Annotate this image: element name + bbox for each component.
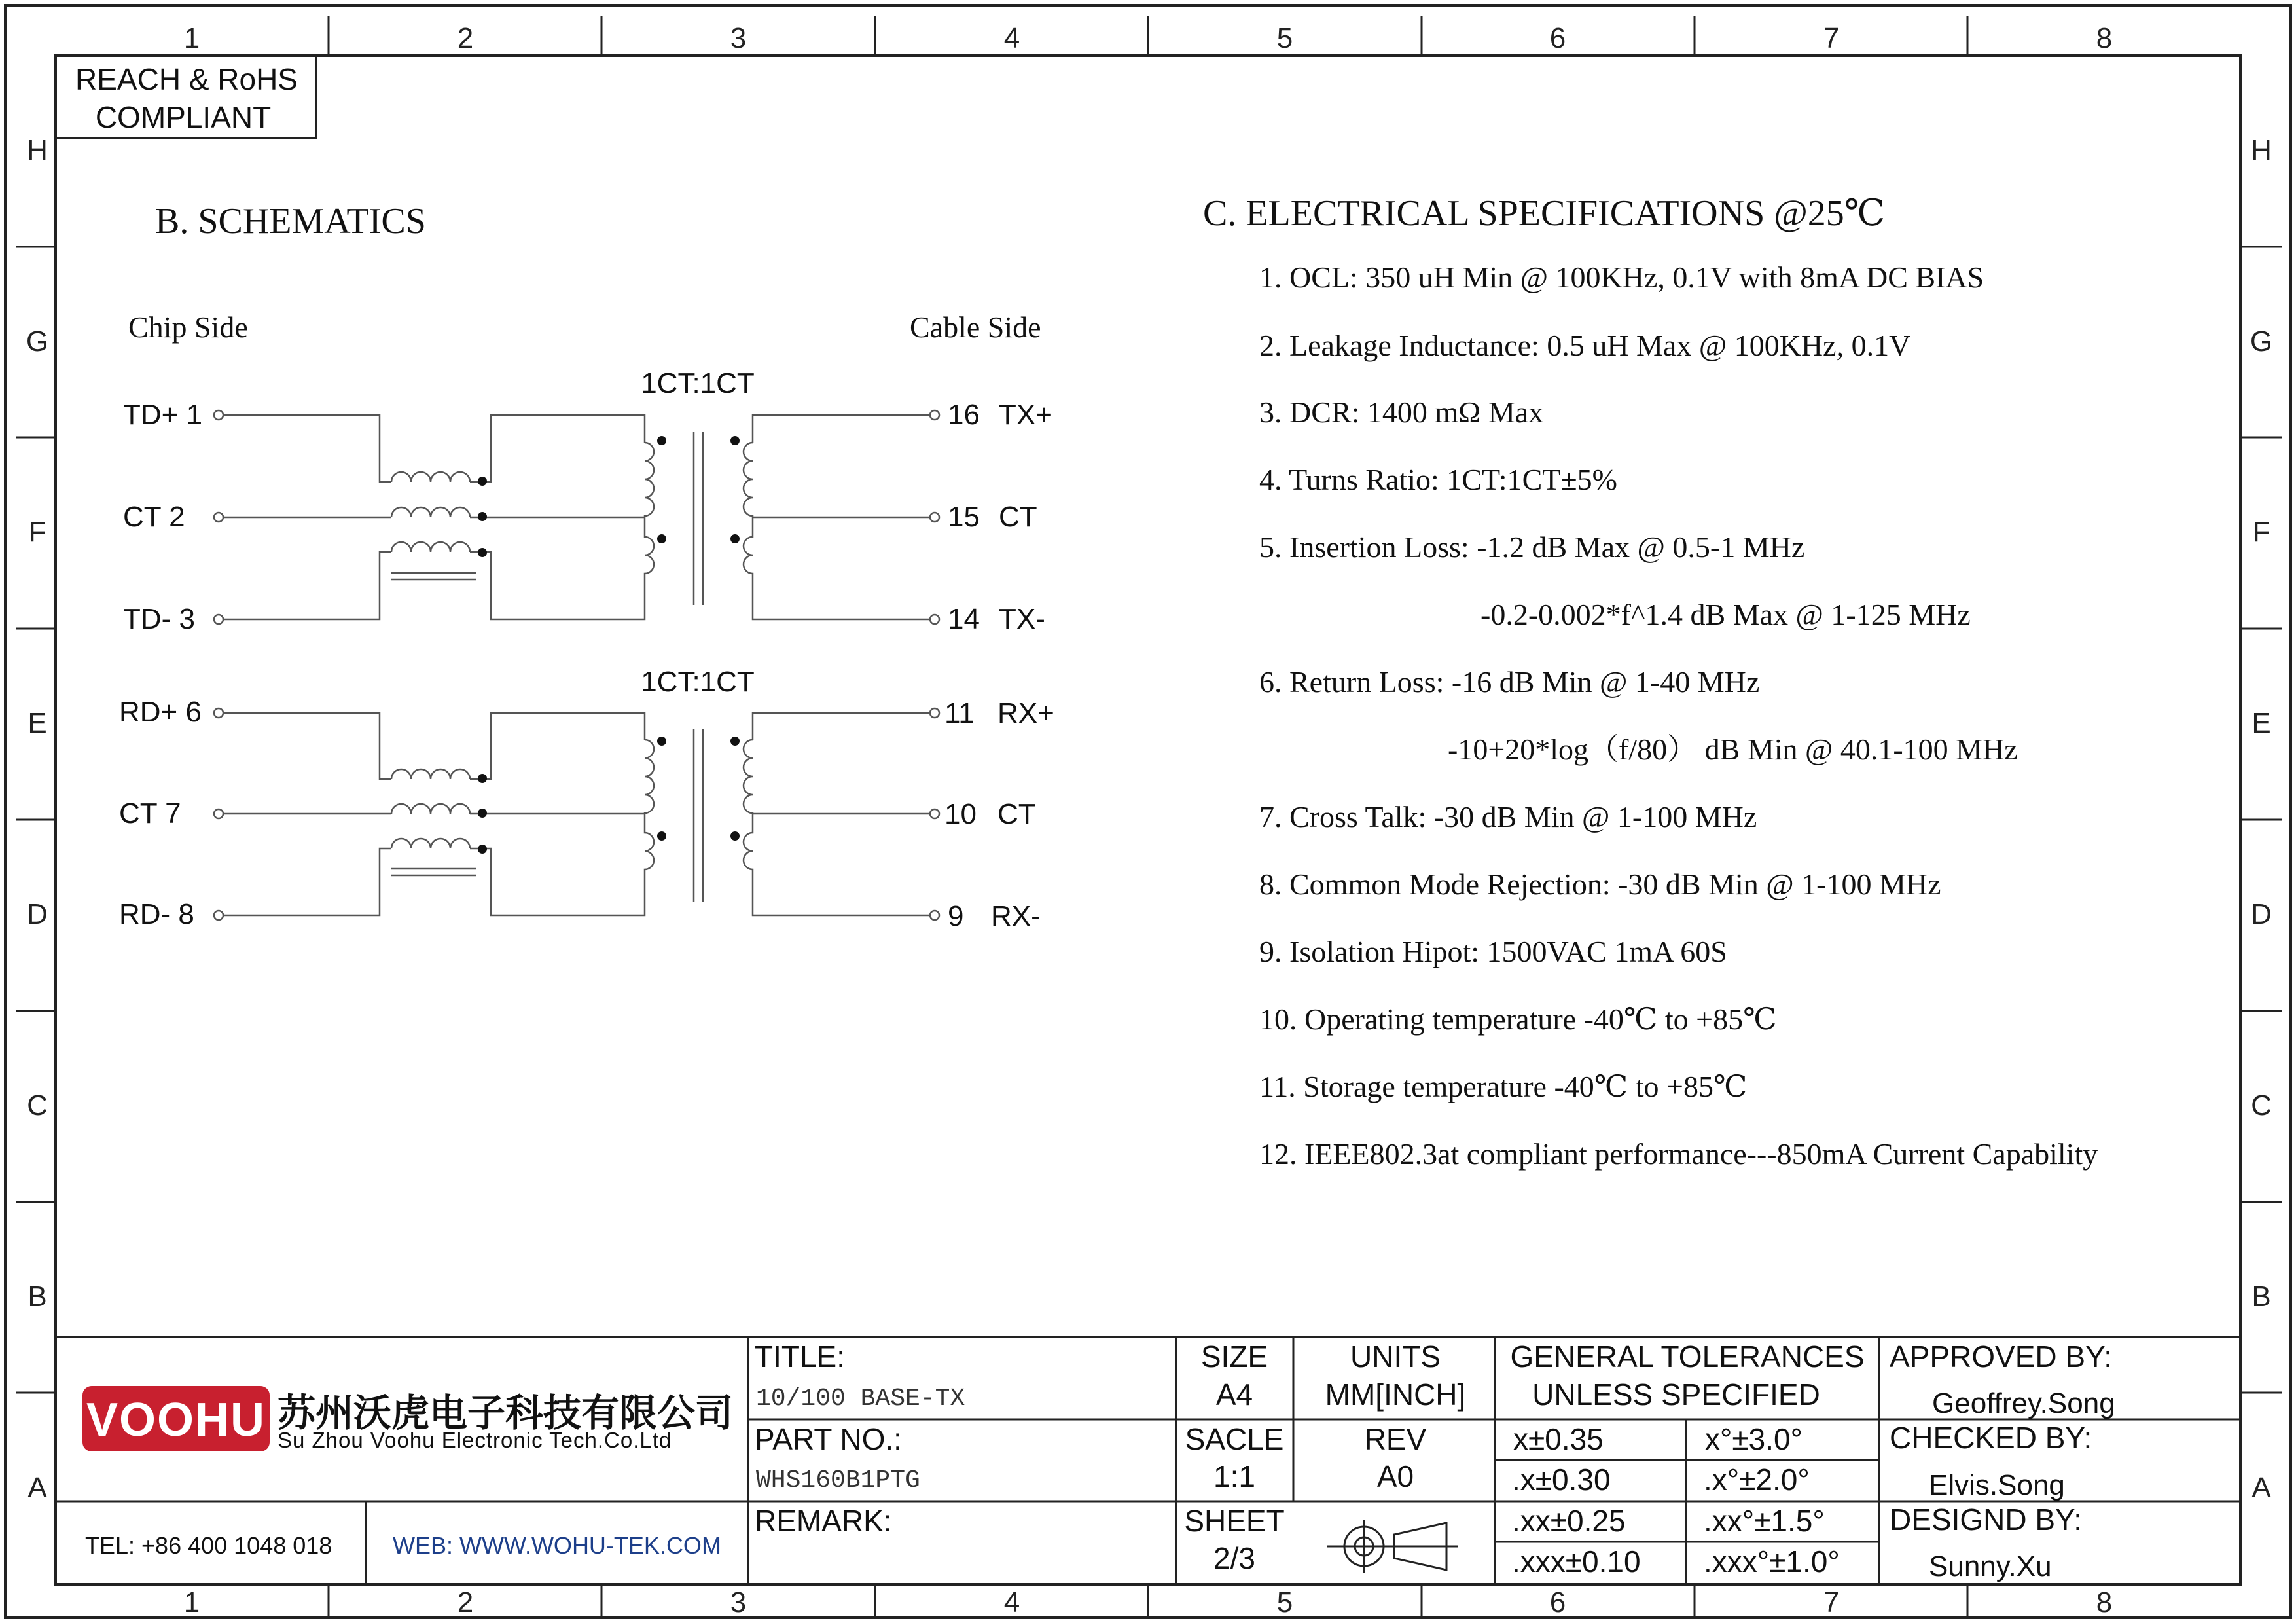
- tx-pin-right-name-txn: TX-: [999, 603, 1045, 635]
- zone-col-top-3: 3: [730, 22, 747, 54]
- company-logo: [82, 1386, 270, 1451]
- zone-col-bottom-2: 2: [457, 1586, 474, 1618]
- scale-label: SACLE: [1185, 1422, 1284, 1456]
- company-name-cn: 苏州沃虎电子科技有限公司: [278, 1392, 734, 1434]
- tx-wiring: [214, 410, 939, 624]
- rx-polarity-dots: [478, 737, 740, 854]
- spec-item-3: 3. DCR: 1400 mΩ Max: [1259, 395, 1544, 429]
- zone-row-left-d: D: [27, 898, 48, 930]
- tx-pin-right-num-14: 14: [948, 603, 980, 635]
- part-no-value: WHS160B1PTG: [756, 1467, 920, 1495]
- zone-row-right-c: C: [2251, 1089, 2272, 1122]
- spec-item-11: 11. Storage temperature -40℃ to +85℃: [1259, 1070, 1748, 1103]
- rx-ratio-label: 1CT:1CT: [641, 666, 755, 698]
- electrical-specifications: [1203, 193, 2098, 1171]
- zone-col-bottom-4: 4: [1003, 1586, 1020, 1618]
- rx-pin-right-num-10: 10: [944, 798, 977, 830]
- compliance-line-1: REACH & RoHS: [75, 62, 298, 96]
- tx-pin-left-1: TD+ 1: [123, 399, 203, 431]
- sheet-label: SHEET: [1184, 1504, 1285, 1538]
- tx-pin-left-3: TD- 3: [123, 603, 195, 635]
- zone-col-top-5: 5: [1276, 22, 1293, 54]
- units-value: MM[INCH]: [1325, 1377, 1466, 1412]
- zone-row-right-f: F: [2252, 516, 2270, 548]
- schematics-heading: B. SCHEMATICS: [155, 201, 426, 242]
- tolerance-angular-0: x°±3.0°: [1705, 1422, 1803, 1456]
- zone-col-top-7: 7: [1823, 22, 1840, 54]
- zone-row-left-g: G: [26, 325, 49, 357]
- spec-item-5-continuation: -0.2-0.002*f^1.4 dB Max @ 1-125 MHz: [1480, 598, 1971, 631]
- tx-polarity-dots: [478, 436, 740, 557]
- rx-wiring: [214, 708, 939, 920]
- tx-transformer: [123, 367, 1052, 635]
- rx-pin-right-name-rxp: RX+: [997, 697, 1054, 729]
- designed-by-value: Sunny.Xu: [1929, 1550, 2052, 1582]
- spec-item-5: 5. Insertion Loss: -1.2 dB Max @ 0.5-1 MHz: [1259, 530, 1805, 564]
- spec-item-12: 12. IEEE802.3at compliant performance---850mA Current Capability: [1259, 1137, 2098, 1171]
- projection-symbol-icon: [1327, 1520, 1458, 1573]
- rx-pin-left-8: RD- 8: [119, 898, 194, 930]
- designed-by-label: DESIGND BY:: [1890, 1503, 2082, 1537]
- title-label: TITLE:: [755, 1340, 846, 1374]
- logo-text: VOOHU: [86, 1394, 266, 1446]
- tx-pin-left-2: CT 2: [123, 501, 185, 533]
- zone-row-right-g: G: [2250, 325, 2273, 357]
- sheet-border: [5, 5, 2291, 1618]
- zone-row-left-h: H: [27, 134, 48, 166]
- spec-item-8: 8. Common Mode Rejection: -30 dB Min @ 1-100 MHz: [1259, 867, 1941, 901]
- tolerance-linear-2: .xx±0.25: [1512, 1504, 1626, 1538]
- zone-col-top-8: 8: [2096, 22, 2113, 54]
- tx-pin-right-num-16: 16: [948, 399, 980, 431]
- title-value: 10/100 BASE-TX: [756, 1385, 965, 1413]
- checked-by-value: Elvis.Song: [1929, 1469, 2065, 1501]
- spec-item-6: 6. Return Loss: -16 dB Min @ 1-40 MHz: [1259, 665, 1760, 699]
- tolerances-heading-2: UNLESS SPECIFIED: [1532, 1377, 1820, 1412]
- rx-pin-left-7: CT 7: [119, 797, 181, 830]
- tolerance-linear-3: .xxx±0.10: [1512, 1544, 1641, 1578]
- sheet-value: 2/3: [1213, 1541, 1255, 1575]
- compliance-box: [56, 56, 316, 138]
- zone-row-right-h: H: [2251, 134, 2272, 166]
- zone-row-left-e: E: [27, 707, 47, 739]
- tel-text: TEL: +86 400 1048 018: [85, 1532, 332, 1559]
- zone-col-bottom-7: 7: [1823, 1586, 1840, 1618]
- zone-row-right-e: E: [2251, 707, 2271, 739]
- tolerances-heading-1: GENERAL TOLERANCES: [1510, 1340, 1865, 1374]
- web-link[interactable]: WEB: WWW.WOHU-TEK.COM: [393, 1532, 721, 1559]
- rx-pin-left-6: RD+ 6: [119, 696, 202, 728]
- zone-col-bottom-1: 1: [183, 1586, 200, 1618]
- tolerance-angular-1: .x°±2.0°: [1704, 1463, 1810, 1497]
- part-no-label: PART NO.:: [755, 1422, 902, 1456]
- rx-pin-right-name-rxn: RX-: [991, 900, 1041, 932]
- checked-by-label: CHECKED BY:: [1890, 1421, 2092, 1455]
- spec-item-1: 1. OCL: 350 uH Min @ 100KHz, 0.1V with 8mA DC BIAS: [1259, 261, 1984, 294]
- zone-row-left-b: B: [27, 1281, 47, 1313]
- scale-value: 1:1: [1213, 1459, 1255, 1493]
- zone-col-bottom-5: 5: [1276, 1586, 1293, 1618]
- zone-col-top-1: 1: [183, 22, 200, 54]
- remark-label: REMARK:: [755, 1504, 892, 1538]
- zone-row-left-a: A: [27, 1472, 47, 1504]
- spec-item-10: 10. Operating temperature -40℃ to +85℃: [1259, 1002, 1777, 1036]
- schematics-section: [119, 201, 1054, 932]
- cable-side-label: Cable Side: [910, 310, 1041, 344]
- zone-col-bottom-6: 6: [1549, 1586, 1566, 1618]
- rev-label: REV: [1364, 1422, 1427, 1456]
- zone-col-top-2: 2: [457, 22, 474, 54]
- chip-side-label: Chip Side: [128, 310, 248, 344]
- approved-by-value: Geoffrey.Song: [1932, 1387, 2115, 1419]
- company-name-en: Su Zhou Voohu Electronic Tech.Co.Ltd: [278, 1428, 672, 1452]
- spec-item-2: 2. Leakage Inductance: 0.5 uH Max @ 100KHz, 0.1V: [1259, 329, 1911, 362]
- zone-row-right-a: A: [2251, 1472, 2271, 1504]
- tx-pin-right-name-ct: CT: [999, 501, 1037, 533]
- tolerance-angular-2: .xx°±1.5°: [1704, 1504, 1825, 1538]
- title-block-grid: [56, 1337, 2240, 1584]
- tx-ratio-label: 1CT:1CT: [641, 367, 755, 399]
- zone-row-left-c: C: [27, 1089, 48, 1122]
- tx-pin-right-num-15: 15: [948, 501, 980, 533]
- zone-dividers: [16, 16, 2282, 1618]
- tolerance-linear-1: .x±0.30: [1512, 1463, 1611, 1497]
- title-block: [56, 1337, 2240, 1584]
- zone-row-right-d: D: [2251, 898, 2272, 930]
- specs-heading: C. ELECTRICAL SPECIFICATIONS @25℃: [1203, 193, 1886, 234]
- zone-row-left-f: F: [28, 516, 46, 548]
- size-value: A4: [1215, 1377, 1253, 1412]
- zone-col-bottom-3: 3: [730, 1586, 747, 1618]
- spec-item-9: 9. Isolation Hipot: 1500VAC 1mA 60S: [1259, 935, 1727, 968]
- zone-row-right-b: B: [2251, 1281, 2271, 1313]
- rev-value: A0: [1376, 1459, 1414, 1493]
- rx-pin-right-num-9: 9: [948, 900, 964, 932]
- zone-col-top-4: 4: [1003, 22, 1020, 54]
- tx-pin-right-name-txp: TX+: [999, 399, 1052, 431]
- tolerance-angular-3: .xxx°±1.0°: [1704, 1544, 1840, 1578]
- approved-by-label: APPROVED BY:: [1890, 1340, 2113, 1374]
- spec-item-4: 4. Turns Ratio: 1CT:1CT±5%: [1259, 463, 1617, 496]
- size-label: SIZE: [1200, 1340, 1268, 1374]
- zone-col-bottom-8: 8: [2096, 1586, 2113, 1618]
- spec-item-6-continuation: -10+20*log（f/80） dB Min @ 40.1-100 MHz: [1448, 733, 2018, 766]
- spec-item-7: 7. Cross Talk: -30 dB Min @ 1-100 MHz: [1259, 800, 1757, 833]
- tolerance-linear-0: x±0.35: [1513, 1422, 1604, 1456]
- compliance-line-2: COMPLIANT: [95, 100, 272, 134]
- rx-pin-right-name-ct: CT: [997, 798, 1036, 830]
- units-label: UNITS: [1350, 1340, 1441, 1374]
- rx-pin-right-num-11: 11: [944, 697, 975, 729]
- rx-transformer: [119, 666, 1054, 932]
- zone-col-top-6: 6: [1549, 22, 1566, 54]
